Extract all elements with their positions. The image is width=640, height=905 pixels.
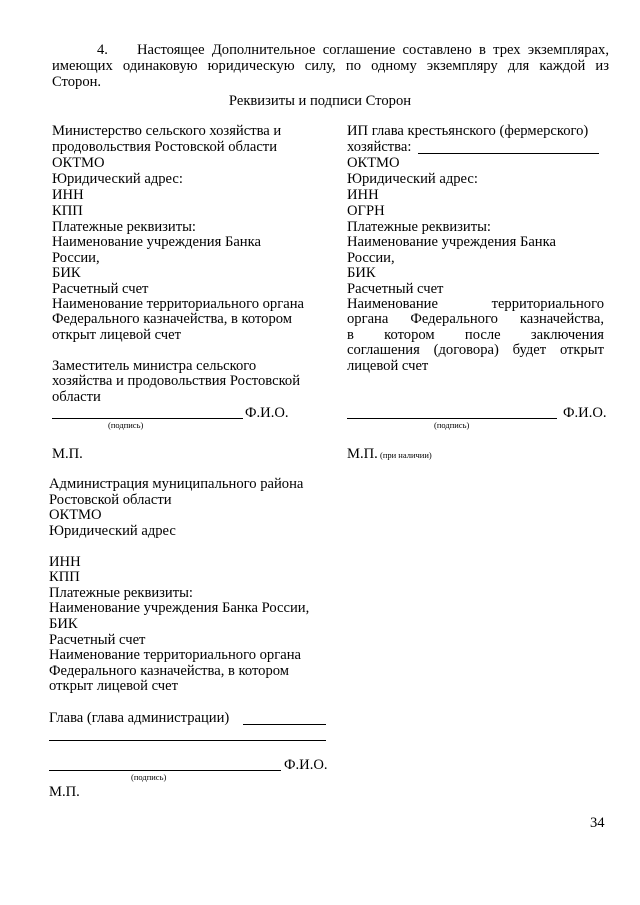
ministry-signer-line3: области: [52, 389, 101, 405]
ministry-name-line1: Министерство сельского хозяйства и: [52, 123, 282, 139]
ministry-treasury-line2: Федерального казначейства, в котором: [52, 311, 293, 327]
farmer-fio: Ф.И.О.: [563, 405, 607, 421]
ministry-address: Юридический адрес:: [52, 171, 183, 187]
municipal-kpp: КПП: [49, 569, 80, 585]
ministry-treasury-line3: открыт лицевой счет: [52, 327, 182, 343]
farmer-name-line2: хозяйства:: [347, 139, 412, 155]
municipal-sign-caption: (подпись): [131, 772, 167, 782]
ministry-bank-line2: России,: [52, 250, 100, 266]
farmer-bank-line1: Наименование учреждения Банка: [347, 234, 556, 250]
farmer-inn: ИНН: [347, 187, 379, 203]
municipal-treasury-line2: Федерального казначейства, в котором: [49, 663, 290, 679]
ministry-treasury-line1: Наименование территориального органа: [52, 296, 304, 312]
farmer-payment: Платежные реквизиты:: [347, 219, 491, 235]
ministry-signer-line2: хозяйства и продовольствия Ростовской: [52, 373, 301, 389]
ministry-payment: Платежные реквизиты:: [52, 219, 196, 235]
farmer-treasury-line2: органа Федерального казначейства,: [347, 311, 604, 327]
municipal-name-line2: Ростовской области: [49, 492, 172, 508]
farmer-signature-line[interactable]: [347, 418, 557, 419]
clause-text-line1: Настоящее Дополнительное соглашение составлено в трех экземплярах,: [137, 42, 609, 58]
ministry-signer-line1: Заместитель министра сельского: [52, 358, 257, 374]
farmer-treasury-line3: в котором после заключения: [347, 327, 604, 343]
ministry-signature-line[interactable]: [52, 418, 243, 419]
ministry-stamp: М.П.: [52, 446, 83, 462]
clause-text-line2: имеющих одинаковую юридическую силу, по одному экземпляру для каждой из: [52, 58, 609, 74]
municipal-account: Расчетный счет: [49, 632, 146, 648]
farmer-treasury-line5: лицевой счет: [347, 358, 429, 374]
clause-number: 4.: [97, 42, 108, 58]
municipal-treasury-line3: открыт лицевой счет: [49, 678, 179, 694]
ministry-sign-caption: (подпись): [108, 420, 144, 430]
farmer-bank-line2: России,: [347, 250, 395, 266]
municipal-stamp: М.П.: [49, 784, 80, 800]
section-title: Реквизиты и подписи Сторон: [228, 93, 412, 109]
municipal-payment: Платежные реквизиты:: [49, 585, 193, 601]
farmer-stamp: М.П.: [347, 446, 378, 462]
municipal-name-line1: Администрация муниципального района: [49, 476, 304, 492]
municipal-head-label: Глава (глава администрации): [49, 710, 230, 726]
farmer-stamp-note: (при наличии): [380, 450, 432, 460]
municipal-signature-line[interactable]: [49, 770, 281, 771]
farmer-oktmo: ОКТМО: [347, 155, 400, 171]
ministry-kpp: КПП: [52, 203, 83, 219]
ministry-bank-line1: Наименование учреждения Банка: [52, 234, 261, 250]
municipal-address: Юридический адрес: [49, 523, 176, 539]
ministry-inn: ИНН: [52, 187, 84, 203]
farmer-treasury-line4: соглашения (договора) будет открыт: [347, 342, 604, 358]
farmer-address: Юридический адрес:: [347, 171, 478, 187]
municipal-head-input-line2[interactable]: [49, 740, 326, 741]
farmer-account: Расчетный счет: [347, 281, 444, 297]
clause-text-line3: Сторон.: [52, 74, 102, 90]
municipal-inn: ИНН: [49, 554, 81, 570]
ministry-fio: Ф.И.О.: [245, 405, 289, 421]
municipal-bik: БИК: [49, 616, 78, 632]
farmer-treasury-line1: Наименование территориального: [347, 296, 604, 312]
farmer-bik: БИК: [347, 265, 376, 281]
farmer-sign-caption: (подпись): [434, 420, 470, 430]
farmer-name-input-line[interactable]: [418, 153, 599, 154]
municipal-head-input-line[interactable]: [243, 724, 326, 725]
ministry-account: Расчетный счет: [52, 281, 149, 297]
ministry-bik: БИК: [52, 265, 81, 281]
municipal-oktmo: ОКТМО: [49, 507, 102, 523]
municipal-bank: Наименование учреждения Банка России,: [49, 600, 310, 616]
ministry-oktmo: ОКТМО: [52, 155, 105, 171]
municipal-treasury-line1: Наименование территориального органа: [49, 647, 301, 663]
municipal-fio: Ф.И.О.: [284, 757, 328, 773]
farmer-ogrn: ОГРН: [347, 203, 385, 219]
ministry-name-line2: продовольствия Ростовской области: [52, 139, 277, 155]
farmer-name-line1: ИП глава крестьянского (фермерского): [347, 123, 589, 139]
page-number: 34: [590, 815, 605, 831]
